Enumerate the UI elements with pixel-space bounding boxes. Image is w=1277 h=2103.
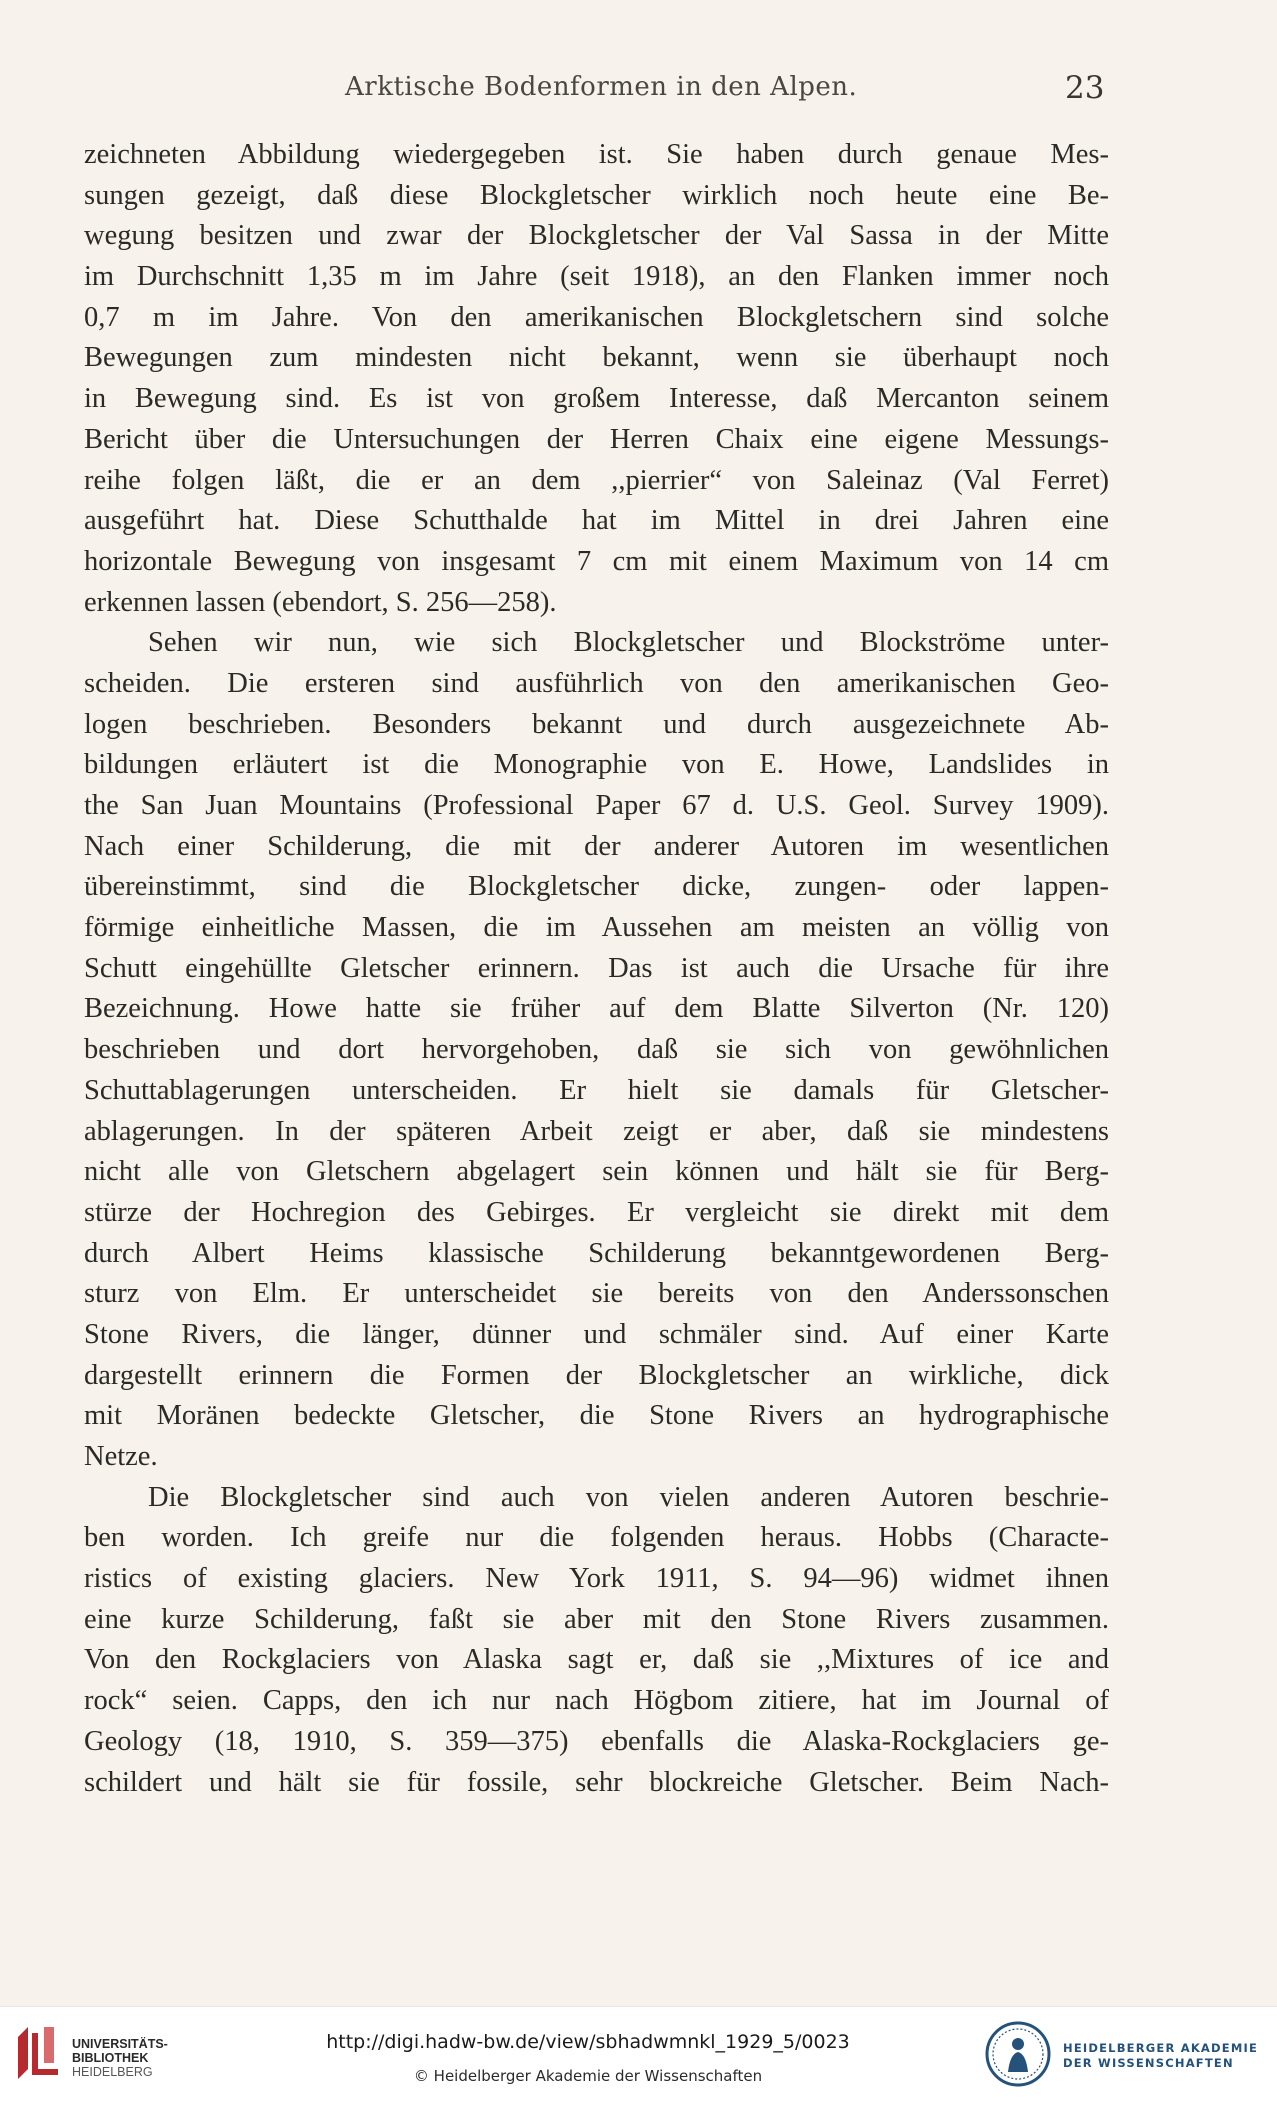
academy-name-line: DER WISSENSCHAFTEN	[1063, 2056, 1234, 2070]
text-line: übereinstimmt, sind die Blockgletscher dicke, zungen- oder lappen-	[84, 871, 1109, 903]
page-number: 23	[1065, 70, 1105, 106]
text-line: sungen gezeigt, daß diese Blockgletscher wirklich noch heute eine Be-	[84, 179, 1109, 211]
text-line: horizontale Bewegung von insgesamt 7 cm mit einem Maximum von 14 cm	[84, 545, 1109, 577]
text-line: mit Moränen bedeckte Gletscher, die Stone Rivers an hydrographische	[84, 1400, 1109, 1432]
text-line: rock“ seien. Capps, den ich nur nach Högbom zitiere, hat im Journal of	[84, 1685, 1109, 1717]
copyright-notice: © Heidelberger Akademie der Wissenschaften	[413, 2067, 763, 2085]
text-line: eine kurze Schilderung, faßt sie aber mit den Stone Rivers zusammen.	[84, 1603, 1109, 1635]
text-line: schildert und hält sie für fossile, sehr blockreiche Gletscher. Beim Nach-	[84, 1766, 1109, 1798]
text-line: ablagerungen. In der späteren Arbeit zeigt er aber, daß sie mindestens	[84, 1115, 1109, 1147]
text-line: beschrieben und dort hervorgehoben, daß sie sich von gewöhnlichen	[84, 1034, 1109, 1066]
text-line: erkennen lassen (ebendort, S. 256—258).	[84, 586, 557, 618]
text-line: ben worden. Ich greife nur die folgenden heraus. Hobbs (Characte-	[84, 1522, 1109, 1554]
academy-name-line: HEIDELBERGER AKADEMIE	[1063, 2041, 1259, 2055]
text-line: ausgeführt hat. Diese Schutthalde hat im Mittel in drei Jahren eine	[84, 505, 1109, 537]
library-name-line: BIBLIOTHEK	[72, 2051, 149, 2065]
university-library-logo	[14, 2023, 64, 2083]
running-title: Arktische Bodenformen in den Alpen.	[345, 72, 858, 102]
text-line: Bewegungen zum mindesten nicht bekannt, wenn sie überhaupt noch	[84, 342, 1109, 374]
text-line: Schuttablagerungen unterscheiden. Er hielt sie damals für Gletscher-	[84, 1074, 1109, 1106]
text-line: im Durchschnitt 1,35 m im Jahre (seit 1918), an den Flanken immer noch	[84, 261, 1109, 293]
text-line: Nach einer Schilderung, die mit der anderer Autoren im wesentlichen	[84, 830, 1109, 862]
text-line: Bericht über die Untersuchungen der Herren Chaix eine eigene Messungs-	[84, 423, 1109, 455]
text-line: in Bewegung sind. Es ist von großem Interesse, daß Mercanton seinem	[84, 383, 1109, 415]
text-line: Die Blockgletscher sind auch von vielen anderen Autoren beschrie-	[148, 1481, 1109, 1513]
library-name-line: UNIVERSITÄTS-	[72, 2037, 168, 2051]
permalink-url[interactable]: http://digi.hadw-bw.de/view/sbhadwmnkl_1929_5/0023	[326, 2031, 850, 2053]
text-line: 0,7 m im Jahre. Von den amerikanischen Blockgletschern sind solche	[84, 301, 1109, 333]
text-line: durch Albert Heims klassische Schilderung bekanntgewordenen Berg-	[84, 1237, 1109, 1269]
text-line: the San Juan Mountains (Professional Paper 67 d. U.S. Geol. Survey 1909).	[84, 790, 1109, 821]
body-text	[84, 135, 1109, 1803]
text-line: Geology (18, 1910, S. 359—375) ebenfalls die Alaska-Rockglaciers ge-	[84, 1725, 1109, 1757]
text-line: dargestellt erinnern die Formen der Blockgletscher an wirkliche, dick	[84, 1359, 1109, 1391]
text-line: scheiden. Die ersteren sind ausführlich von den amerikanischen Geo-	[84, 667, 1109, 699]
text-line: Bezeichnung. Howe hatte sie früher auf dem Blatte Silverton (Nr. 120)	[84, 993, 1109, 1025]
text-line: Schutt eingehüllte Gletscher erinnern. Das ist auch die Ursache für ihre	[84, 952, 1109, 984]
viewer-footer	[0, 2006, 1277, 2103]
text-line: stürze der Hochregion des Gebirges. Er vergleicht sie direkt mit dem	[84, 1196, 1109, 1228]
library-name-line: HEIDELBERG	[72, 2065, 153, 2079]
library-name	[72, 2037, 168, 2079]
text-line: sturz von Elm. Er unterscheidet sie bereits von den Anderssonschen	[84, 1278, 1109, 1310]
text-line: Sehen wir nun, wie sich Blockgletscher und Blockströme unter-	[148, 627, 1109, 659]
text-line: ristics of existing glaciers. New York 1911, S. 94—96) widmet ihnen	[84, 1563, 1109, 1595]
academy-seal-logo	[984, 2020, 1052, 2088]
text-line: Von den Rockglaciers von Alaska sagt er, daß sie ,,Mixtures of ice and	[84, 1644, 1109, 1676]
text-line: reihe folgen läßt, die er an dem ,,pierrier“ von Saleinaz (Val Ferret)	[84, 464, 1109, 496]
running-head	[0, 68, 1277, 108]
text-line: förmige einheitliche Massen, die im Aussehen am meisten an völlig von	[84, 912, 1109, 944]
text-line: zeichneten Abbildung wiedergegeben ist. Sie haben durch genaue Mes-	[84, 139, 1109, 170]
academy-name	[1063, 2041, 1258, 2071]
text-line: bildungen erläutert ist die Monographie von E. Howe, Landslides in	[84, 749, 1109, 781]
text-line: Stone Rivers, die länger, dünner und schmäler sind. Auf einer Karte	[84, 1318, 1109, 1350]
text-line: Netze.	[84, 1441, 158, 1472]
text-line: wegung besitzen und zwar der Blockgletscher der Val Sassa in der Mitte	[84, 220, 1109, 252]
text-line: logen beschrieben. Besonders bekannt und durch ausgezeichnete Ab-	[84, 708, 1109, 740]
text-line: nicht alle von Gletschern abgelagert sein können und hält sie für Berg-	[84, 1156, 1109, 1188]
